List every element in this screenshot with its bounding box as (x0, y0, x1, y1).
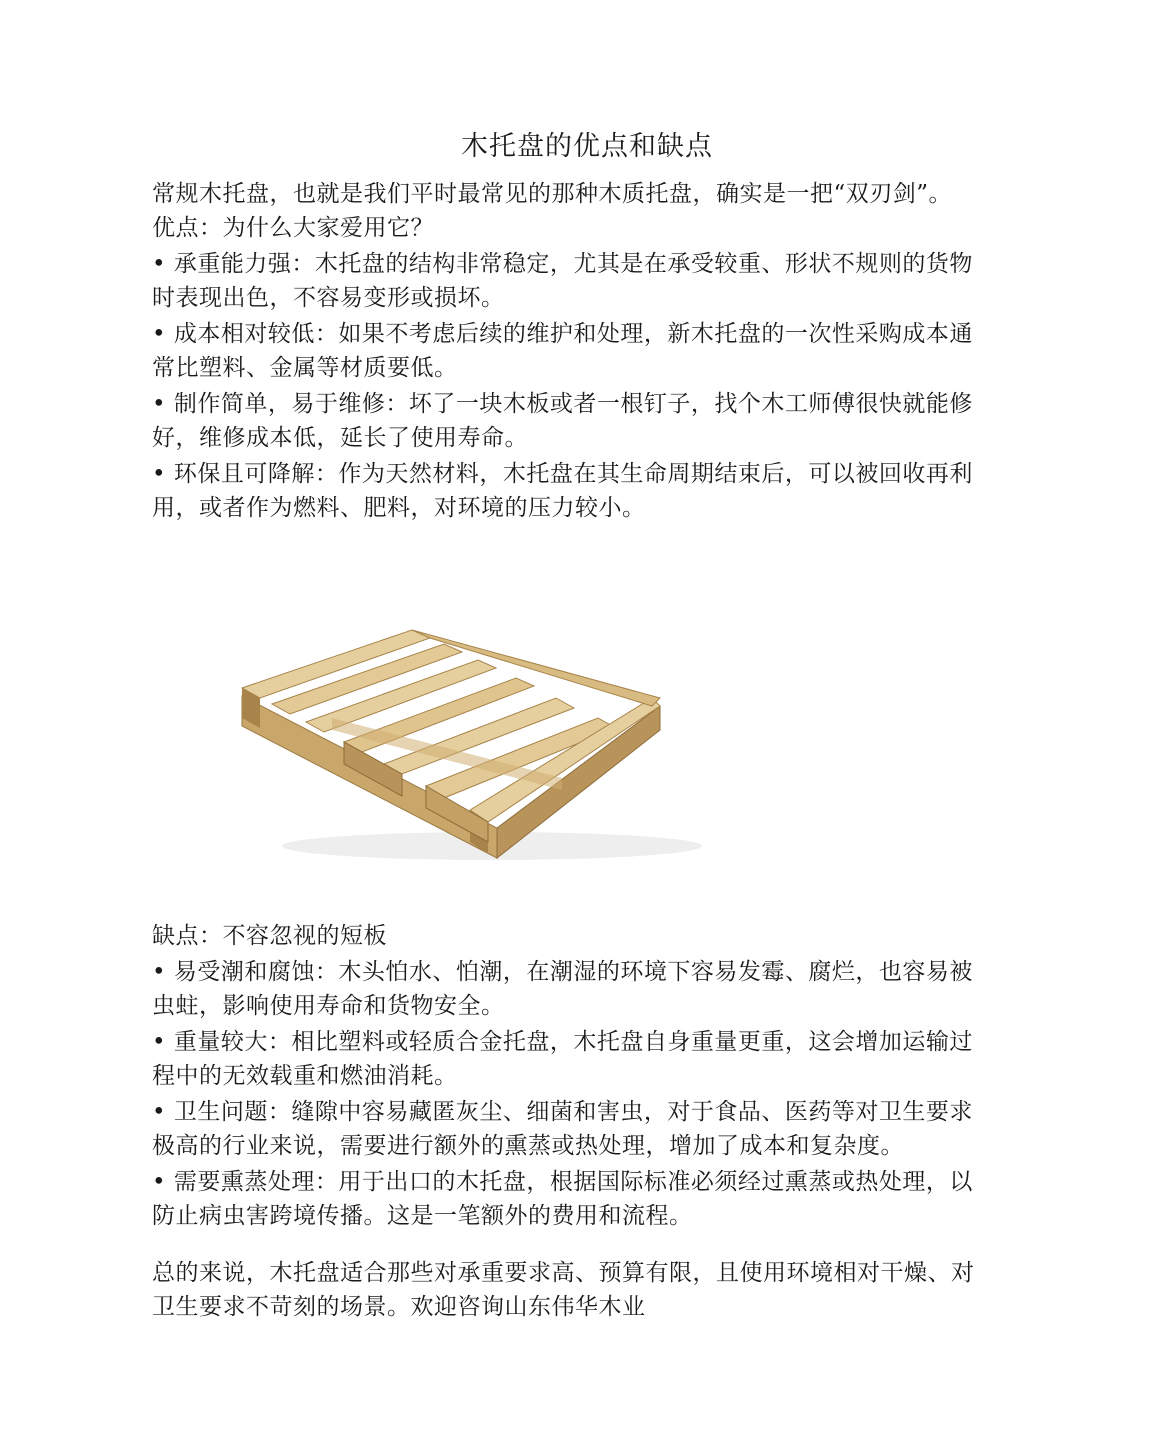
pros-item-line: 用，或者作为燃料、肥料，对环境的压力较小。 (152, 495, 646, 521)
cons-item-line: 极高的行业来说，需要进行额外的熏蒸或热处理，增加了成本和复杂度。 (152, 1133, 904, 1159)
cons-heading: 缺点：不容忽视的短板 (152, 923, 387, 949)
pros-item-line: • 成本相对较低：如果不考虑后续的维护和处理，新木托盘的一次性采购成本通 (152, 321, 973, 347)
pros-item-line: 常比塑料、金属等材质要低。 (152, 355, 458, 381)
cons-item-line: • 重量较大：相比塑料或轻质合金托盘，木托盘自身重量更重，这会增加运输过 (152, 1029, 973, 1055)
pros-item (152, 317, 1052, 385)
cons-item (152, 1095, 1052, 1163)
summary-line: 总的来说，木托盘适合那些对承重要求高、预算有限，且使用环境相对干燥、对 (152, 1260, 975, 1286)
summary-line: 卫生要求不苛刻的场景。欢迎咨询山东伟华木业 (152, 1294, 646, 1320)
pallet-cross-board (412, 630, 660, 706)
pros-item-line: 时表现出色，不容易变形或损坏。 (152, 285, 505, 311)
cons-item (152, 1165, 1052, 1233)
cons-item-line: 程中的无效载重和燃油消耗。 (152, 1063, 458, 1089)
summary-section (152, 1256, 1052, 1324)
cons-item-line: • 易受潮和腐蚀：木头怕水、怕潮，在潮湿的环境下容易发霉、腐烂，也容易被 (152, 959, 973, 985)
pros-item (152, 387, 1052, 455)
cons-item (152, 1025, 1052, 1093)
pros-item (152, 247, 1052, 315)
cons-item-line: • 卫生问题：缝隙中容易藏匿灰尘、细菌和害虫，对于食品、医药等对卫生要求 (152, 1099, 973, 1125)
cons-item-line: • 需要熏蒸处理：用于出口的木托盘，根据国际标准必须经过熏蒸或热处理，以 (152, 1169, 973, 1195)
pros-item-line: • 环保且可降解：作为天然材料，木托盘在其生命周期结束后，可以被回收再利 (152, 461, 973, 487)
pros-section (152, 177, 1052, 525)
cons-item-line: 虫蛀，影响使用寿命和货物安全。 (152, 993, 505, 1019)
pros-item (152, 457, 1052, 525)
pros-heading: 优点：为什么大家爱用它？ (152, 215, 434, 241)
cons-section (152, 919, 1052, 1233)
cons-item-line: 防止病虫害跨境传播。这是一笔额外的费用和流程。 (152, 1203, 693, 1229)
pros-item-line: • 制作简单，易于维修：坏了一块木板或者一根钉子，找个木工师傅很快就能修 (152, 391, 973, 417)
page-title: 木托盘的优点和缺点 (461, 131, 713, 162)
intro-text: 常规木托盘，也就是我们平时最常见的那种木质托盘，确实是一把“双刃剑”。 (152, 181, 953, 207)
pros-item-line: • 承重能力强：木托盘的结构非常稳定，尤其是在承受较重、形状不规则的货物 (152, 251, 973, 277)
pros-item-line: 好，维修成本低，延长了使用寿命。 (152, 425, 528, 451)
wooden-pallet-image (232, 618, 702, 868)
cons-item (152, 955, 1052, 1023)
